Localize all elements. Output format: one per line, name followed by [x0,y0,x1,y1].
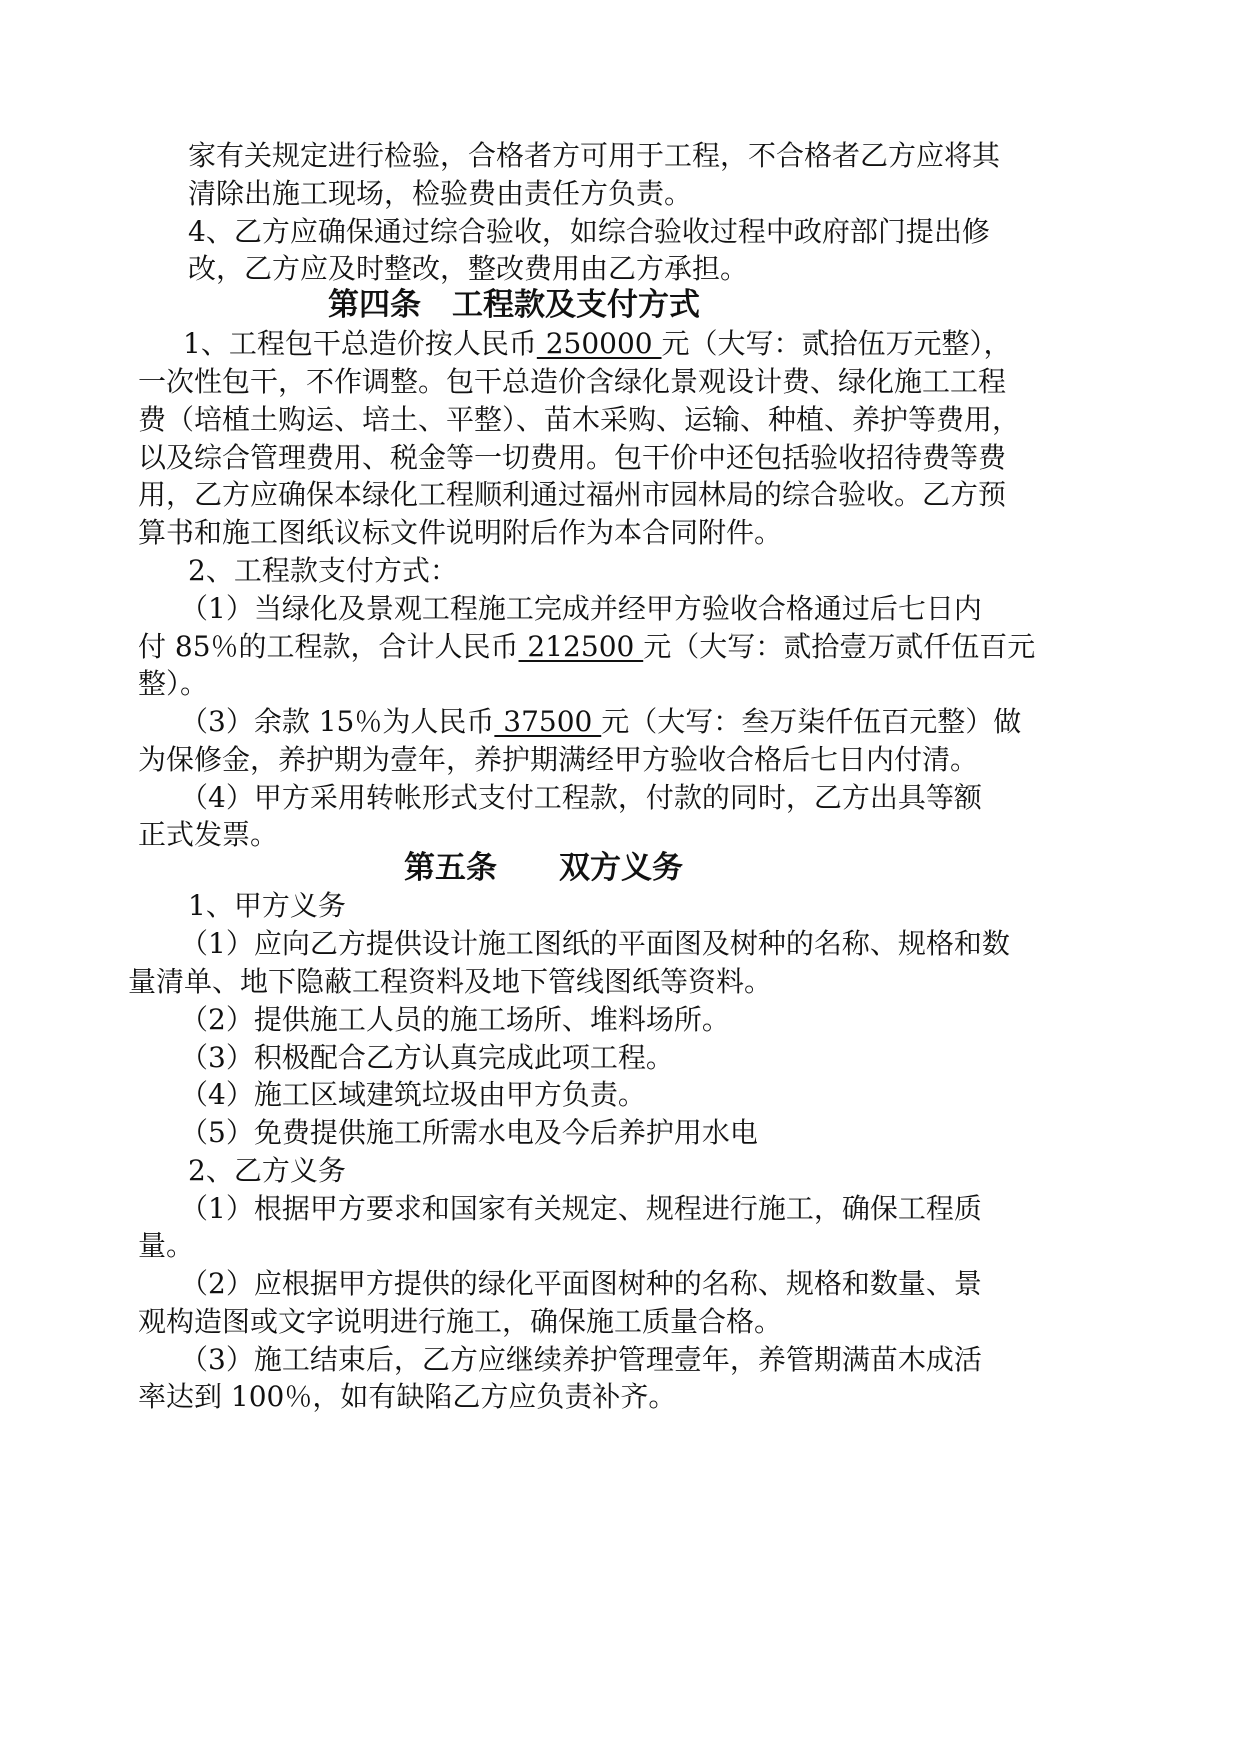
text-line: 家有关规定进行检验，合格者方可用于工程，不合格者乙方应将其 [188,139,1001,172]
text-line [180,702,1021,742]
text-line: 4、乙方应确保通过综合验收，如综合验收过程中政府部门提出修 [188,215,990,248]
text-line: 1、甲方义务 [188,889,346,922]
text-line: （2）应根据甲方提供的绿化平面图树种的名称、规格和数量、景 [180,1267,982,1300]
total-price-amount: 250000 [536,327,662,360]
article-5-heading: 第五条 双方义务 [404,850,683,886]
text-line: 正式发票。 [138,818,279,851]
text-line: 量清单、地下隐蔽工程资料及地下管线图纸等资料。 [128,965,773,998]
text-fragment: 元（大写：贰拾伍万元整）， [661,327,1012,360]
text-line [138,627,1035,667]
text-line: 用，乙方应确保本绿化工程顺利通过福州市园林局的综合验收。乙方预 [138,478,1007,511]
text-line: （5）免费提供施工所需水电及今后养护用水电 [180,1116,758,1149]
text-line: 2、工程款支付方式： [188,554,458,587]
text-fragment: （3）余款 15％为人民币 [180,705,495,738]
text-line: 算书和施工图纸议标文件说明附后作为本合同附件。 [138,516,783,549]
text-fragment: 1、工程包干总造价按人民币 [183,327,537,360]
text-line: 为保修金，养护期为壹年，养护期满经甲方验收合格后七日内付清。 [138,743,979,776]
text-line: 2、乙方义务 [188,1154,346,1187]
text-line: 以及综合管理费用、税金等一切费用。包干价中还包括验收招待费等费 [138,441,1007,474]
text-line: （1）根据甲方要求和国家有关规定、规程进行施工，确保工程质 [180,1192,982,1225]
text-line: （3）积极配合乙方认真完成此项工程。 [180,1041,674,1074]
text-line: 率达到 100％，如有缺陷乙方应负责补齐。 [138,1380,677,1413]
text-line: 费（培植土购运、培土、平整）、苗木采购、运输、种植、养护等费用， [138,403,1021,436]
text-line: （3）施工结束后，乙方应继续养护管理壹年，养管期满苗木成活 [180,1343,982,1376]
text-fragment: 付 85％的工程款，合计人民币 [138,630,519,663]
text-line: （4）施工区域建筑垃圾由甲方负责。 [180,1078,646,1111]
text-line: （2）提供施工人员的施工场所、堆料场所。 [180,1003,730,1036]
first-payment-amount: 212500 [518,630,644,663]
text-line [183,324,1012,364]
text-fragment: 元（大写：叁万柒仟伍百元整）做 [601,705,1022,738]
article-4-heading: 第四条 工程款及支付方式 [328,287,700,323]
text-line: （1）当绿化及景观工程施工完成并经甲方验收合格通过后七日内 [180,592,982,625]
text-line: 观构造图或文字说明进行施工，确保施工质量合格。 [138,1305,783,1338]
text-line: （1）应向乙方提供设计施工图纸的平面图及树种的名称、规格和数 [180,927,1010,960]
text-line: （4）甲方采用转帐形式支付工程款，付款的同时，乙方出具等额 [180,781,982,814]
text-line: 改，乙方应及时整改，整改费用由乙方承担。 [188,252,749,285]
text-line: 量。 [138,1229,195,1262]
text-fragment: 元（大写：贰拾壹万贰仟伍百元 [643,630,1036,663]
balance-amount: 37500 [494,705,602,738]
text-line: 清除出施工现场，检验费由责任方负责。 [188,177,693,210]
text-line: 整）。 [138,667,209,700]
text-line: 一次性包干，不作调整。包干总造价含绿化景观设计费、绿化施工工程 [138,365,1007,398]
